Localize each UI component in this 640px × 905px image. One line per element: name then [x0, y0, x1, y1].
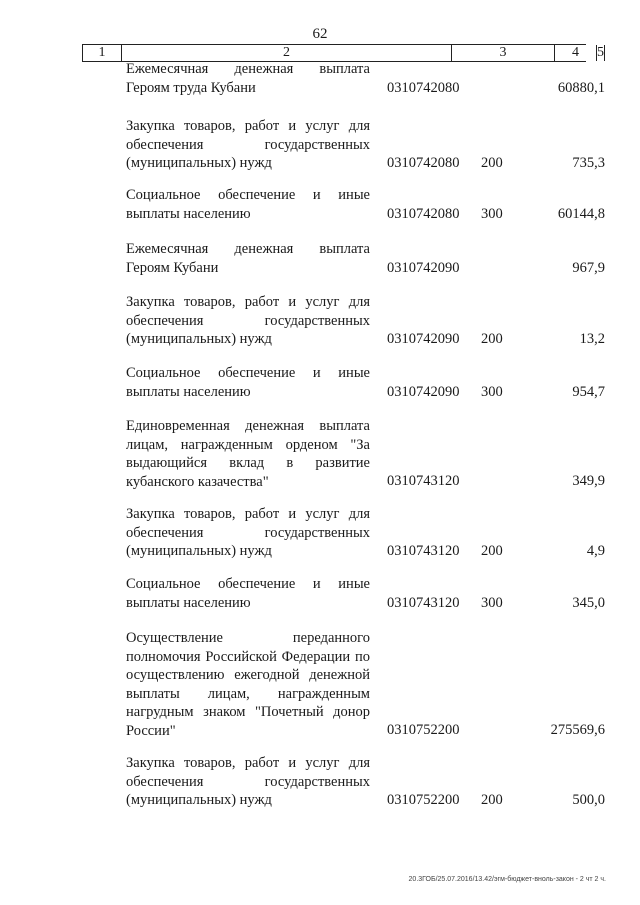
footer-file-stamp: 20.3ГОБ/25.07.2016/13.42/эгм-бюджет-вноль-закон - 2 чт 2 ч. — [408, 876, 606, 883]
row-type: 300 — [481, 384, 503, 400]
header-col-2: 2 — [121, 45, 451, 61]
row-type: 200 — [481, 331, 503, 347]
header-col-3: 3 — [451, 45, 554, 61]
row-type: 300 — [481, 595, 503, 611]
row-code: 0310742090 — [387, 260, 460, 276]
row-description: Закупка товаров, работ и услуг для обеспечения государственных (муниципальных) нужд — [126, 294, 370, 347]
header-col-5: 5 — [597, 45, 604, 60]
row-amount: 13,2 — [579, 331, 605, 347]
row-code: 0310742090 — [387, 331, 460, 347]
row-amount: 967,9 — [572, 260, 605, 276]
header-col-4: 4 — [554, 45, 596, 61]
row-description: Единовременная денежная выплата лицам, награжденным орденом "За выдающийся вклад в развитие кубанского казачества" — [126, 418, 370, 490]
row-amount: 60880,1 — [557, 80, 605, 96]
row-description: Осуществление переданного полномочия Российской Федерации по осуществлению ежегодной денежной выплаты лицам, награжденным нагрудным знаком "Почетный донор России" — [126, 630, 370, 739]
row-code: 0310743120 — [387, 595, 460, 611]
row-amount: 735,3 — [572, 155, 605, 171]
row-amount: 954,7 — [572, 384, 605, 400]
row-code: 0310742080 — [387, 206, 460, 222]
row-description: Закупка товаров, работ и услуг для обеспечения государственных (муниципальных) нужд — [126, 755, 370, 808]
row-description: Закупка товаров, работ и услуг для обеспечения государственных (муниципальных) нужд — [126, 506, 370, 559]
row-description: Социальное обеспечение и иные выплаты населению — [126, 365, 370, 400]
row-description: Ежемесячная денежная выплата Героям труда Кубани — [126, 61, 370, 96]
row-description: Социальное обеспечение и иные выплаты населению — [126, 187, 370, 222]
row-description: Ежемесячная денежная выплата Героям Кубани — [126, 241, 370, 276]
row-amount: 349,9 — [572, 473, 605, 489]
header-col-1: 1 — [82, 45, 121, 61]
row-type: 200 — [481, 543, 503, 559]
row-amount: 275569,6 — [550, 722, 605, 738]
row-description: Социальное обеспечение и иные выплаты населению — [126, 576, 370, 611]
row-code: 0310752200 — [387, 722, 460, 738]
row-amount: 4,9 — [586, 543, 605, 559]
row-amount: 500,0 — [572, 792, 605, 808]
row-type: 300 — [481, 206, 503, 222]
row-amount: 345,0 — [572, 595, 605, 611]
row-code: 0310742080 — [387, 80, 460, 96]
row-amount: 60144,8 — [557, 206, 605, 222]
page-number: 62 — [312, 26, 328, 42]
row-type: 200 — [481, 155, 503, 171]
row-code: 0310742090 — [387, 384, 460, 400]
row-description: Закупка товаров, работ и услуг для обеспечения государственных (муниципальных) нужд — [126, 118, 370, 171]
row-code: 0310742080 — [387, 155, 460, 171]
row-code: 0310743120 — [387, 473, 460, 489]
row-type: 200 — [481, 792, 503, 808]
row-code: 0310743120 — [387, 543, 460, 559]
row-code: 0310752200 — [387, 792, 460, 808]
